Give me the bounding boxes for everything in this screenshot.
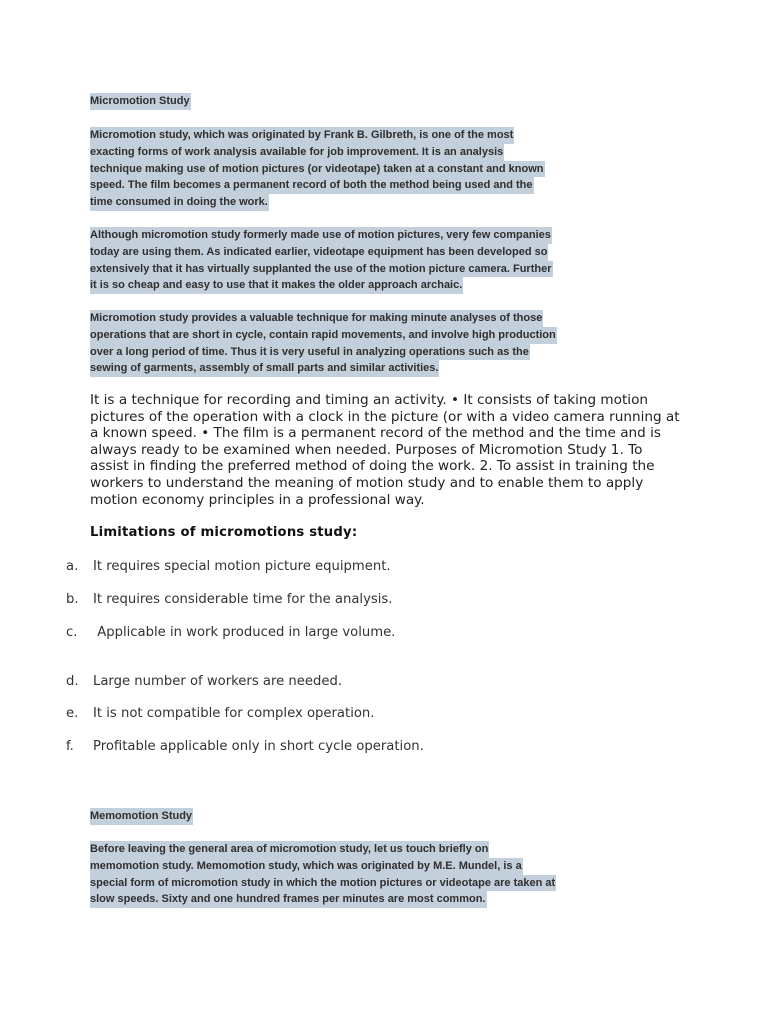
- highlighted-line: Although micromotion study formerly made use of motion pictures, very few companies: [90, 227, 552, 244]
- list-item: [66, 592, 392, 607]
- highlighted-line: it is so cheap and easy to use that it makes the older approach archaic.: [90, 277, 463, 294]
- highlighted-line: memomotion study. Memomotion study, which was originated by M.E. Mundel, is a: [90, 858, 523, 875]
- list-letter: f.: [66, 739, 74, 754]
- highlighted-line: technique making use of motion pictures (or videotape) taken at a constant and known: [90, 161, 545, 178]
- highlighted-line: speed. The film becomes a permanent record of both the method being used and the: [90, 177, 534, 194]
- list-text: Profitable applicable only in short cycle operation.: [93, 739, 424, 754]
- list-item: [66, 706, 374, 721]
- list-letter: b.: [66, 592, 79, 607]
- list-letter: c.: [66, 625, 78, 640]
- list-text: Applicable in work produced in large volume.: [93, 625, 396, 640]
- highlighted-line: sewing of garments, assembly of small parts and similar activities.: [90, 360, 439, 377]
- body-paragraph: It is a technique for recording and timing an activity. • It consists of taking motion pictures of the operation with a clock in the picture (or with a video camera running at a known speed. • The film is a permanent record of the method and the time and is always ready to be examined when needed. Purposes of Micromotion Study 1. To assist in finding the preferred method of doing the work. 2. To assist in training the workers to understand the meaning of motion study and to enable them to apply motion economy principles in a professional way.: [90, 392, 680, 508]
- highlighted-heading: Micromotion Study: [90, 93, 191, 110]
- list-item: [66, 625, 395, 640]
- highlighted-line: over a long period of time. Thus it is very useful in analyzing operations such as the: [90, 344, 530, 361]
- micromotion-paragraph-1: [90, 127, 545, 211]
- micromotion-heading: [90, 93, 191, 110]
- list-letter: a.: [66, 559, 79, 574]
- highlighted-line: time consumed in doing the work.: [90, 194, 269, 211]
- micromotion-paragraph-3: [90, 310, 557, 377]
- list-letter: d.: [66, 674, 79, 689]
- micromotion-paragraph-2: [90, 227, 553, 294]
- list-item: [66, 559, 391, 574]
- list-item: [66, 674, 342, 689]
- highlighted-line: special form of micromotion study in which the motion pictures or videotape are taken at: [90, 875, 556, 892]
- limitations-heading: Limitations of micromotions study:: [90, 525, 358, 540]
- list-text: It requires considerable time for the analysis.: [93, 592, 393, 607]
- highlighted-heading: Memomotion Study: [90, 808, 193, 825]
- list-item: [66, 739, 424, 754]
- highlighted-line: operations that are short in cycle, contain rapid movements, and involve high production: [90, 327, 557, 344]
- memomotion-heading: [90, 808, 193, 825]
- highlighted-line: Before leaving the general area of micromotion study, let us touch briefly on: [90, 841, 489, 858]
- highlighted-line: today are using them. As indicated earlier, videotape equipment has been developed so: [90, 244, 548, 261]
- highlighted-line: Micromotion study provides a valuable technique for making minute analyses of those: [90, 310, 543, 327]
- highlighted-line: extensively that it has virtually supplanted the use of the motion picture camera. Further: [90, 261, 553, 278]
- highlighted-line: exacting forms of work analysis available for job improvement. It is an analysis: [90, 144, 504, 161]
- highlighted-line: Micromotion study, which was originated by Frank B. Gilbreth, is one of the most: [90, 127, 514, 144]
- list-text: It requires special motion picture equipment.: [93, 559, 391, 574]
- list-letter: e.: [66, 706, 79, 721]
- highlighted-line: slow speeds. Sixty and one hundred frames per minutes are most common.: [90, 891, 487, 908]
- memomotion-paragraph: [90, 841, 556, 908]
- list-text: It is not compatible for complex operation.: [93, 706, 375, 721]
- list-text: Large number of workers are needed.: [93, 674, 343, 689]
